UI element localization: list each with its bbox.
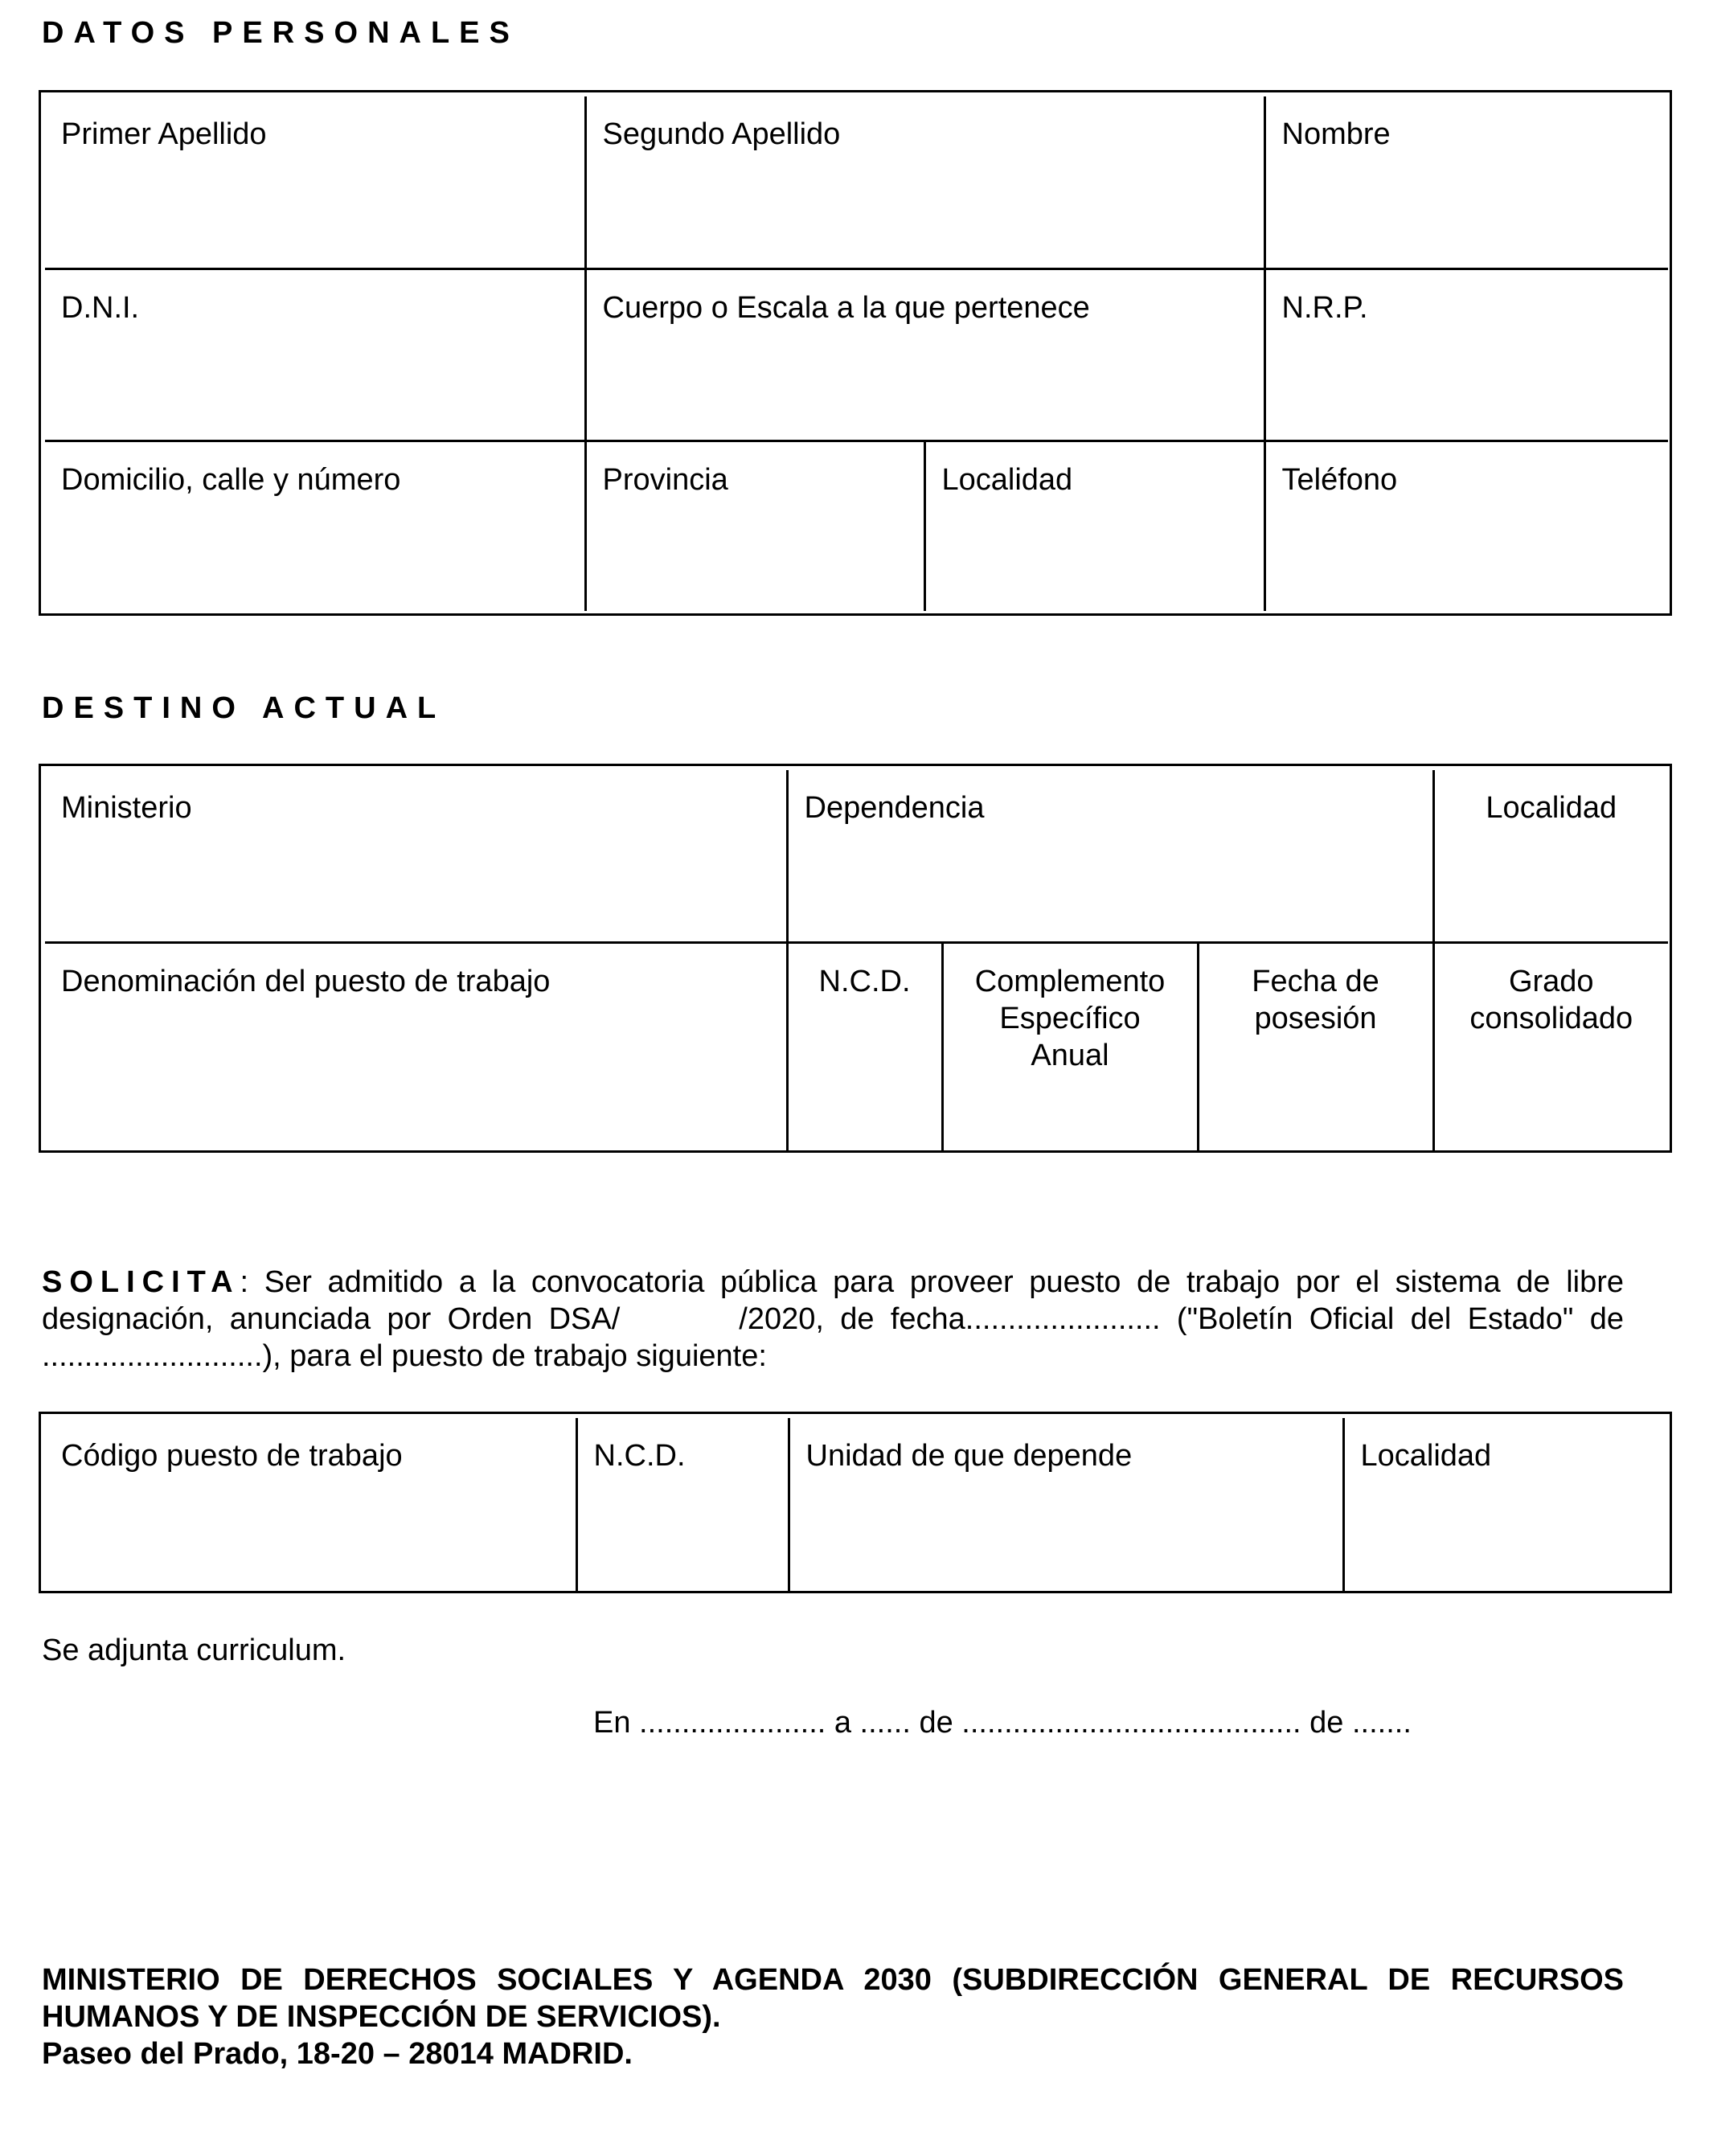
- field-localidad-puesto[interactable]: Localidad: [1343, 1418, 1668, 1592]
- solicita-keyword: SOLICITA: [42, 1265, 240, 1299]
- datos-personales-grid: [45, 96, 1668, 611]
- section-heading-destino-actual: DESTINO ACTUAL: [42, 691, 446, 725]
- field-complemento-especifico[interactable]: [942, 942, 1198, 1151]
- adjunta-curriculum-text: Se adjunta curriculum.: [42, 1633, 346, 1667]
- field-unidad-depende[interactable]: Unidad de que depende: [789, 1418, 1343, 1592]
- field-provincia[interactable]: Provincia: [585, 441, 924, 611]
- complemento-label-line3: Anual: [1031, 1038, 1109, 1072]
- solicita-text-part2: /2020, de fecha....................... ("Boletín Oficial del Estado" de ..........................), para el puesto de trabajo siguiente:: [42, 1302, 1624, 1373]
- field-cuerpo-escala[interactable]: Cuerpo o Escala a la que pertenece: [585, 268, 1264, 441]
- solicita-text-part1: : Ser admitido a la convocatoria pública para proveer puesto de trabajo por el sistema de libre designación, anunciada por Orden DSA/: [42, 1265, 1624, 1336]
- field-localidad[interactable]: Localidad: [924, 441, 1264, 611]
- footer-line2: HUMANOS Y DE INSPECCIÓN DE SERVICIOS).: [42, 2000, 721, 2034]
- destino-actual-grid: [45, 770, 1668, 1151]
- fecha-lugar-line: En ...................... a ...... de ........................................ de .......: [593, 1706, 1412, 1740]
- solicita-paragraph: [42, 1264, 1624, 1375]
- grado-label-line2: consolidado: [1469, 1001, 1633, 1035]
- datos-personales-table: [39, 90, 1672, 616]
- fecha-label-line2: posesión: [1254, 1001, 1377, 1035]
- field-fecha-posesion[interactable]: [1198, 942, 1433, 1151]
- footer-line3: Paseo del Prado, 18-20 – 28014 MADRID.: [42, 2037, 633, 2071]
- field-codigo-puesto[interactable]: Código puesto de trabajo: [45, 1418, 576, 1592]
- puesto-solicitado-grid: [45, 1418, 1668, 1592]
- field-dependencia[interactable]: Dependencia: [787, 770, 1433, 942]
- puesto-solicitado-table: [39, 1412, 1672, 1593]
- field-dni[interactable]: D.N.I.: [45, 268, 585, 441]
- complemento-label-line1: Complemento: [974, 964, 1166, 998]
- grado-label-line1: Grado: [1508, 964, 1594, 998]
- complemento-label-line2: Específico: [999, 1001, 1141, 1035]
- field-domicilio[interactable]: Domicilio, calle y número: [45, 441, 585, 611]
- field-grado-consolidado[interactable]: [1433, 942, 1668, 1151]
- destino-actual-table: [39, 764, 1672, 1153]
- section-heading-datos-personales: DATOS PERSONALES: [42, 16, 519, 50]
- field-localidad-destino[interactable]: Localidad: [1433, 770, 1668, 942]
- field-primer-apellido[interactable]: Primer Apellido: [45, 96, 585, 268]
- footer-line1: MINISTERIO DE DERECHOS SOCIALES Y AGENDA 2030 (SUBDIRECCIÓN GENERAL DE RECURSOS: [42, 1963, 1624, 1997]
- fecha-label-line1: Fecha de: [1252, 964, 1379, 998]
- field-ministerio[interactable]: Ministerio: [45, 770, 787, 942]
- field-telefono[interactable]: Teléfono: [1264, 441, 1668, 611]
- field-segundo-apellido[interactable]: Segundo Apellido: [585, 96, 1264, 268]
- footer-address: [42, 1961, 1624, 2072]
- field-nrp[interactable]: N.R.P.: [1264, 268, 1668, 441]
- field-nombre[interactable]: Nombre: [1264, 96, 1668, 268]
- field-ncd-puesto[interactable]: N.C.D.: [576, 1418, 789, 1592]
- field-denominacion[interactable]: Denominación del puesto de trabajo: [45, 942, 787, 1151]
- field-ncd-destino[interactable]: N.C.D.: [787, 942, 942, 1151]
